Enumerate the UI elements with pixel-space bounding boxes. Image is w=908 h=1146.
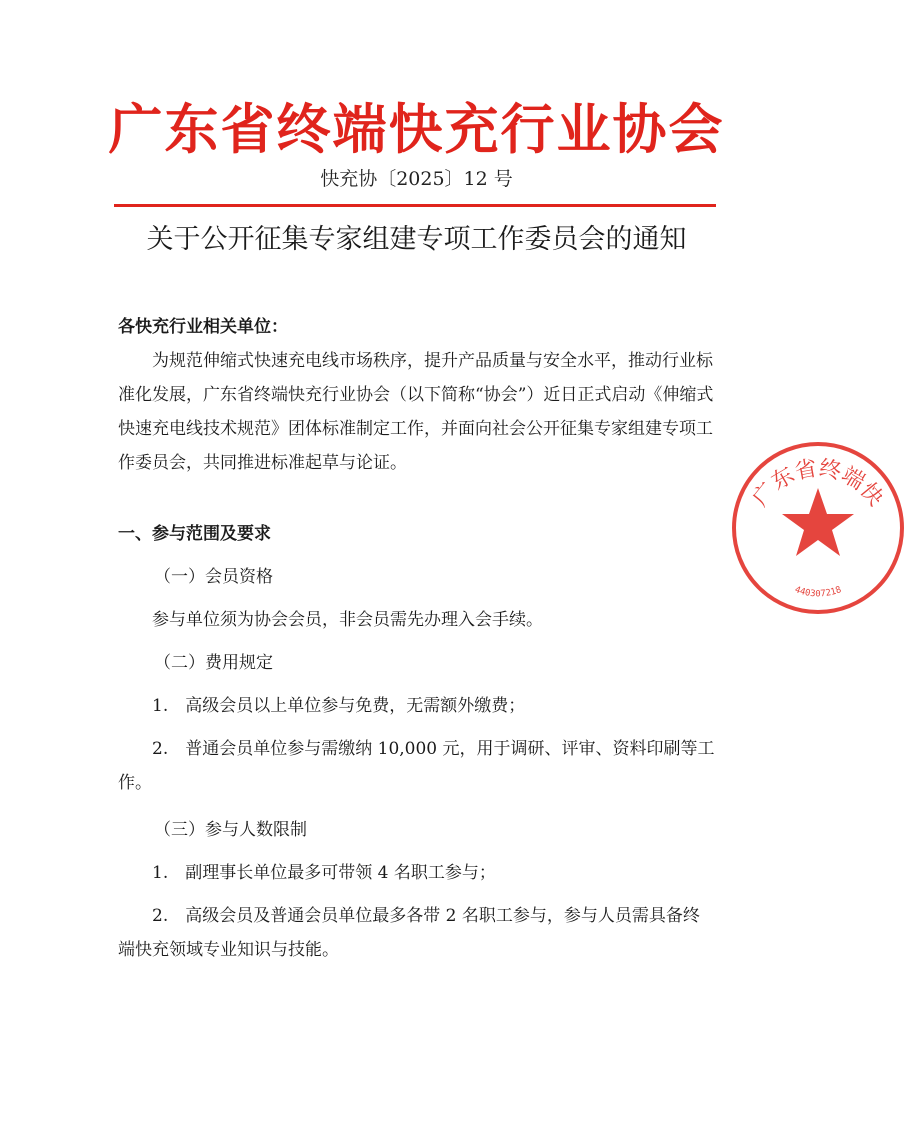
subsection-2-heading: （二）费用规定 — [154, 653, 273, 673]
intro-paragraph: 为规范伸缩式快速充电线市场秩序，提升产品质量与安全水平，推动行业标准化发展，广东省终端快充行业协会（以下简称“协会”）近日正式启动《伸缩式快速充电线技术规范》团体标准制定工作，并面向社会公开征集专家组建专项工作委员会，共同推进标准起草与论证。 — [118, 351, 714, 473]
subsection-3-item-2: 2. 高级会员及普通会员单位最多各带 2 名职工参与，参与人员需具备终端快充领域专业知识与技能。 — [118, 906, 700, 960]
subsection-2-item-2: 2. 普通会员单位参与需缴纳 10,000 元，用于调研、评审、资料印刷等工作。 — [118, 739, 715, 793]
document-number: 快充协〔2025〕12 号 — [320, 168, 513, 190]
organization-title: 广东省终端快充行业协会 — [108, 97, 725, 161]
subsection-3-heading: （三）参与人数限制 — [154, 820, 307, 840]
notice-title: 关于公开征集专家组建专项工作委员会的通知 — [146, 224, 687, 255]
section-1-heading: 一、参与范围及要求 — [118, 524, 271, 544]
seal-text: 广东省终端快 — [748, 456, 888, 512]
seal-star-icon — [782, 488, 854, 556]
subsection-1-heading: （一）会员资格 — [154, 567, 273, 587]
red-divider-line — [114, 204, 716, 207]
subsection-1-text: 参与单位须为协会会员，非会员需先办理入会手续。 — [152, 610, 543, 630]
seal-code: 440307218 — [793, 585, 843, 600]
salutation: 各快充行业相关单位： — [118, 317, 288, 337]
official-seal-stamp — [728, 438, 908, 618]
subsection-3-item-1: 1. 副理事长单位最多可带领 4 名职工参与； — [152, 863, 496, 883]
subsection-2-item-1: 1. 高级会员以上单位参与免费，无需额外缴费； — [152, 696, 526, 716]
